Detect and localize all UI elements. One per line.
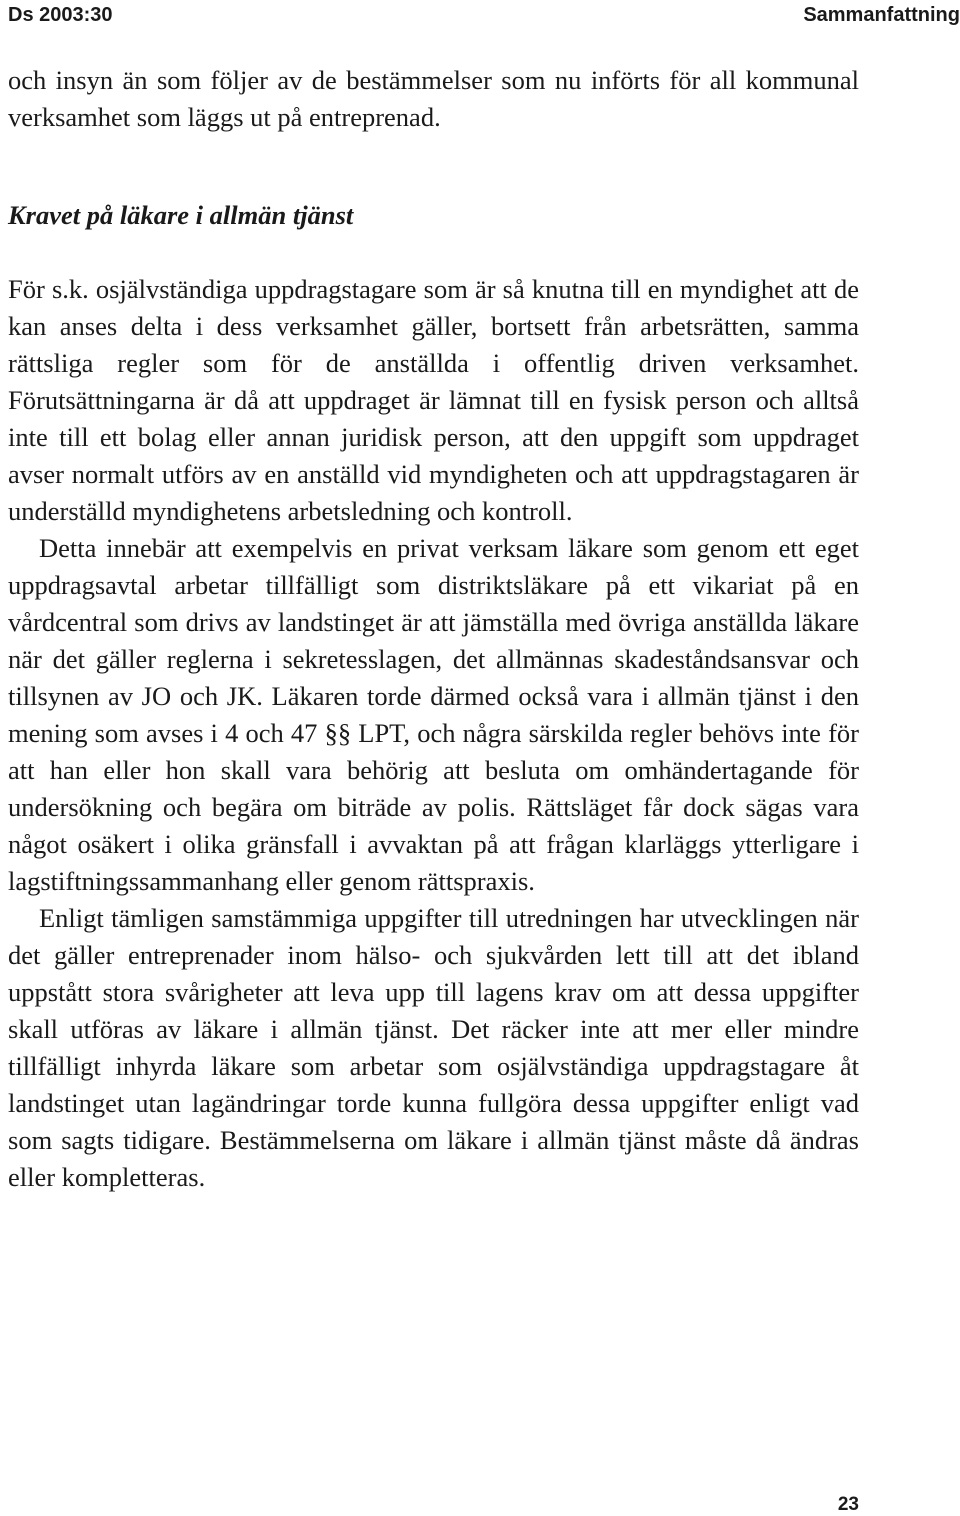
body-paragraph-3: Enligt tämligen samstämmiga uppgifter till utredningen har utvecklingen när det gäller entreprenader inom hälso- och sjukvården lett till att det ibland uppstått stora svårigheter att leva upp till lagens krav om att dessa uppgifter skall utföras av läkare i allmän tjänst. Det räcker inte att mer eller mindre tillfälligt inhyrda läkare som arbetar som osjälvständiga uppdragstagare åt landstinget utan lagändringar torde kunna fullgöra dessa uppgifter enligt vad som sagts tidigare. Bestämmelserna om läkare i allmän tjänst måste då ändras eller kompletteras. [8,903,859,1192]
document-reference: Ds 2003:30 [8,4,113,26]
body-paragraph-1: För s.k. osjälvständiga uppdragstagare som är så knutna till en myndighet att de kan anses delta i dess verksamhet gäller, bortsett från arbetsrätten, samma rättsliga regler som för de anställda i offentlig driven verksamhet. Förutsättningarna är då att uppdraget är lämnat till en fysisk person och alltså inte till ett bolag eller annan juridisk person, att den uppgift som uppdraget avser normalt utförs av en anställd vid myndigheten och att uppdragstagaren är underställd myndighetens arbetsledning och kontroll. [8,274,859,526]
running-header [8,0,960,30]
page-body [8,62,859,1196]
section-heading: Kravet på läkare i allmän tjänst [8,200,354,230]
page-number: 23 [837,1494,859,1515]
chapter-title: Sammanfattning [803,4,960,26]
body-paragraph-2: Detta innebär att exempelvis en privat verksam läkare som genom ett eget uppdragsavtal arbetar tillfälligt som distriktsläkare på ett vikariat på en vårdcentral som drivs av landstinget är att jämställa med övriga anställda läkare när det gäller reglerna i sekretesslagen, det allmännas skadeståndsansvar och tillsynen av JO och JK. Läkaren torde därmed också vara i allmän tjänst i den mening som avses i 4 och 47 §§ LPT, och några särskilda regler behövs inte för att han eller hon skall vara behörig att besluta om omhändertagande för undersökning och begära om biträde av polis. Rättsläget får dock sägas vara något osäkert i olika gränsfall i avvaktan på att frågan klarläggs ytterligare i lagstiftningssammanhang eller genom rättspraxis. [8,533,859,896]
intro-paragraph: och insyn än som följer av de bestämmelser som nu införts för all kommunal verksamhet som läggs ut på entreprenad. [8,65,859,132]
